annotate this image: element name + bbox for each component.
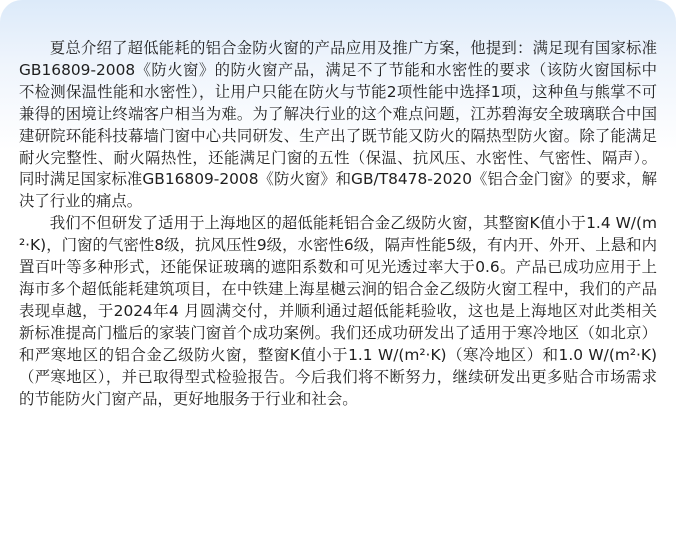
paragraph-products: 我们不但研发了适用于上海地区的超低能耗铝合金乙级防火窗，其整窗K值小于1.4 W/(m²·K)，门窗的气密性8级，抗风压性9级，水密性6级，隔声性能5级，有内开、外开、上悬和内置百叶等多种形式，还能保证玻璃的遮阳系数和可见光透过率大于0.6。产品已成功应用于上海市多个超低能耗建筑项目，在中铁建上海星樾云涧的铝合金乙级防火窗工程中，我们的产品表现卓越，于2024年4 月圆满交付，并顺利通过超低能耗验收，这也是上海地区对此类相关新标准提高门槛后的家装门窗首个成功案例。我们还成功研发出了适用于寒冷地区（如北京）和严寒地区的铝合金乙级防火窗，整窗K值小于1.1 W/(m²·K)（寒冷地区）和1.0 W/(m²·K)（严寒地区），并已取得型式检验报告。今后我们将不断努力，继续研发出更多贴合市场需求的节能防火门窗产品，更好地服务于行业和社会。 xyxy=(19,214,657,408)
paragraph-intro: 夏总介绍了超低能耗的铝合金防火窗的产品应用及推广方案，他提到：满足现有国家标准GB16809-2008《防火窗》的防火窗产品，满足不了节能和水密性的要求（该防火窗国标中不检测保温性能和水密性），让用户只能在防火与节能2项性能中选择1项，这种鱼与熊掌不可兼得的困境让终端客户相当为难。为了解决行业的这个难点问题，江苏碧海安全玻璃联合中国建研院环能科技幕墙门窗中心共同研发、生产出了既节能又防火的隔热型防火窗。除了能满足耐火完整性、耐火隔热性，还能满足门窗的五性（保温、抗风压、水密性、气密性、隔声）。同时满足国家标准GB16809-2008《防火窗》和GB/T8478-2020《铝合金门窗》的要求，解决了行业的痛点。 xyxy=(19,39,657,211)
article-body xyxy=(19,38,657,410)
